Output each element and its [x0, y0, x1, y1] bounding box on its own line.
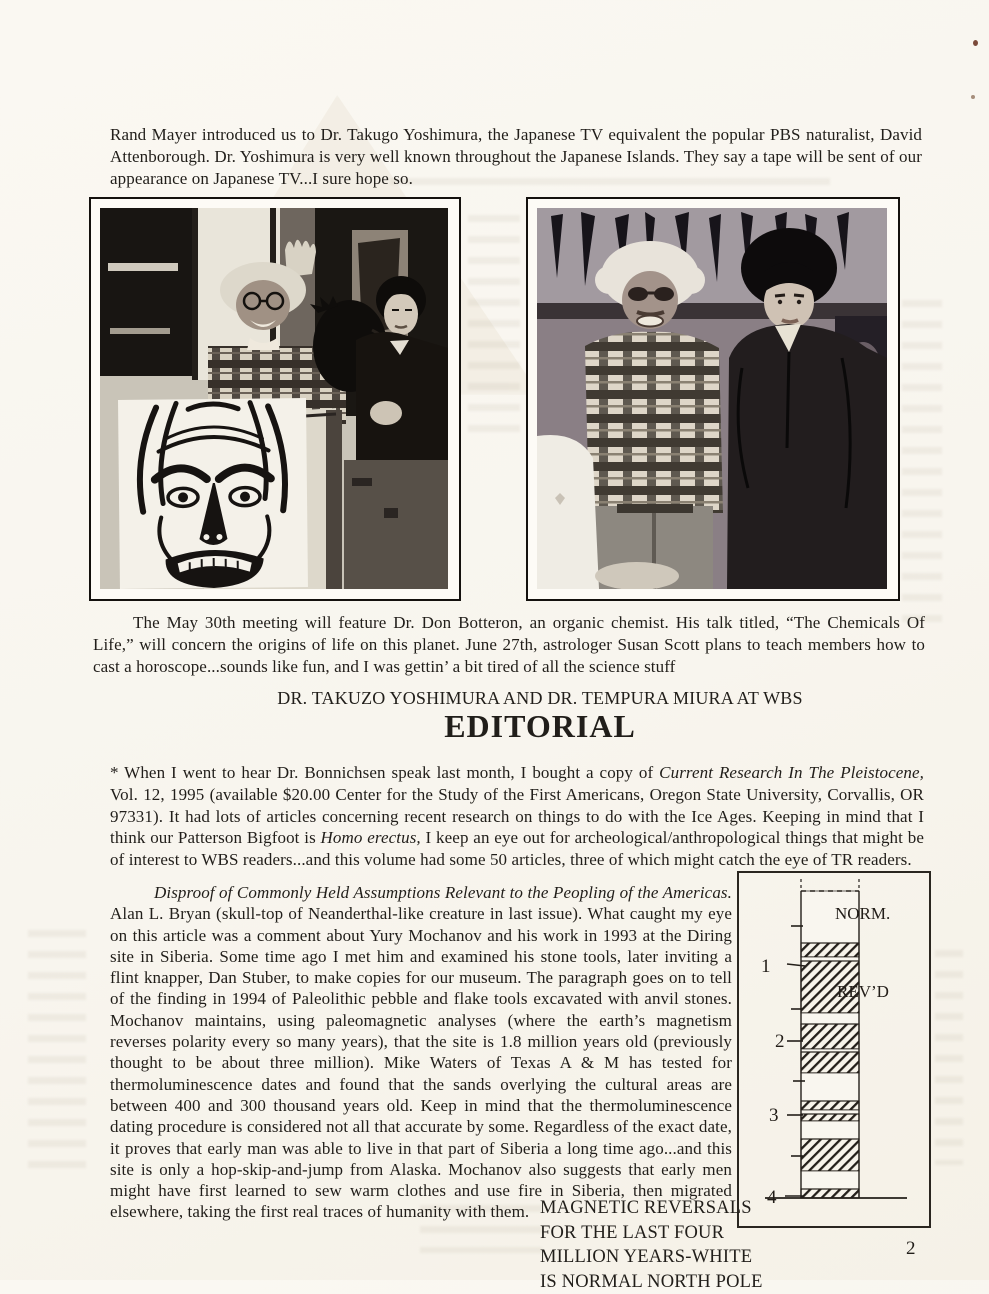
left-photo-illustration — [100, 208, 448, 589]
figure-caption-line: IS NORMAL NORTH POLE — [540, 1270, 770, 1294]
article-paragraph: Disproof of Commonly Held Assumptions Relevant to the Peopling of the Americas. Alan L. Bryan (skull-top of Neanderthal-like creature in last issue). What caught my eye on this article was a comment about Yury Mochanov and his work in 1993 at the Diring site in Siberia. Some time ago I met him and examined his stone tools, later inviting a flint knapper, Dan Stuber, to make copies for our museum. The paragraph goes on to tell of the finding in 1994 of Paleolithic pebble and flake tools excavated with anvil stones. Mochanov maintains, using paleomagnetic analyses (where the earth’s magnetism reverses polarity every so many years), that the site is 1.8 million years old (previously thought to be about three million). Mike Waters of Texas A & M has tested for thermoluminescence dates and found that the sands overlying the cultural areas are between 400 and 300 thousand years old. Keep in mind that the thermoluminescence dating procedure is considered not all that accurate by some. Regardless of the exact date, it proves that early man was able to live in that part of Siberia a long time ago...and this site is only a hop-skip-and-jump from Alaska. Mochanov also suggests that early men might have first learned to sew warm clothes and use fire in Siberia, then migrated elsewhere, taking the first real traces of humanity with them. — [110, 882, 732, 1223]
magnetic-reversal-figure — [737, 871, 931, 1228]
figure-tick-4: 4 — [767, 1187, 777, 1208]
stratigraphic-column — [801, 891, 859, 1198]
right-photo — [526, 197, 900, 601]
ghost-text — [902, 300, 942, 630]
right-photo-illustration — [537, 208, 887, 589]
figure-label-normal: NORM. — [835, 904, 890, 923]
photo-caption: DR. TAKUZO YOSHIMURA AND DR. TEMPURA MIURA AT WBS — [150, 688, 930, 709]
editorial-heading: EDITORIAL — [150, 708, 930, 745]
figure-caption-line: MAGNETIC REVERSALS — [540, 1196, 770, 1221]
page-number: 2 — [906, 1238, 916, 1260]
figure-label-reversed: REV’D — [837, 982, 889, 1001]
figure-caption — [540, 1196, 770, 1294]
paper-speck — [973, 40, 978, 46]
figure-caption-line: MILLION YEARS-WHITE — [540, 1245, 770, 1270]
figure-tick-3: 3 — [769, 1105, 779, 1126]
ghost-text — [935, 950, 963, 1165]
ghost-text — [28, 930, 86, 1175]
paper-speck — [971, 95, 975, 99]
intro-paragraph: Rand Mayer introduced us to Dr. Takugo Yoshimura, the Japanese TV equivalent the popular PBS naturalist, David Attenborough. Dr. Yoshimura is very well known throughout the Japanese Islands. They say a tape will be sent of our appearance on Japanese TV...I sure hope so. — [110, 124, 922, 189]
editorial-paragraph: * When I went to hear Dr. Bonnichsen speak last month, I bought a copy of Current Research In The Pleistocene, Vol. 12, 1995 (available $20.00 Center for the Study of the First Americans, Oregon State University, Corvallis, OR 97331). It had lots of articles concerning recent research on things to do with the Ice Ages. Keeping in mind that I think our Patterson Bigfoot is Homo erectus, I keep an eye out for archeological/anthropological things that might be of interest to WBS readers...and this volume had some 50 articles, three of which might catch the eye of TR readers. — [110, 762, 924, 871]
figure-tick-2: 2 — [775, 1031, 785, 1052]
meeting-paragraph: The May 30th meeting will feature Dr. Don Botteron, an organic chemist. His talk titled, “The Chemicals Of Life,” will concern the origins of life on this planet. June 27th, astrologer Susan Scott plans to teach members how to cast a horoscope...sounds like fun, and I was gettin’ a bit tired of all the science stuff — [93, 612, 925, 677]
figure-tick-1: 1 — [761, 956, 771, 977]
left-photo — [89, 197, 461, 601]
mask-poster-drawing — [118, 398, 308, 589]
ghost-text — [468, 215, 520, 435]
figure-caption-line: FOR THE LAST FOUR — [540, 1221, 770, 1246]
